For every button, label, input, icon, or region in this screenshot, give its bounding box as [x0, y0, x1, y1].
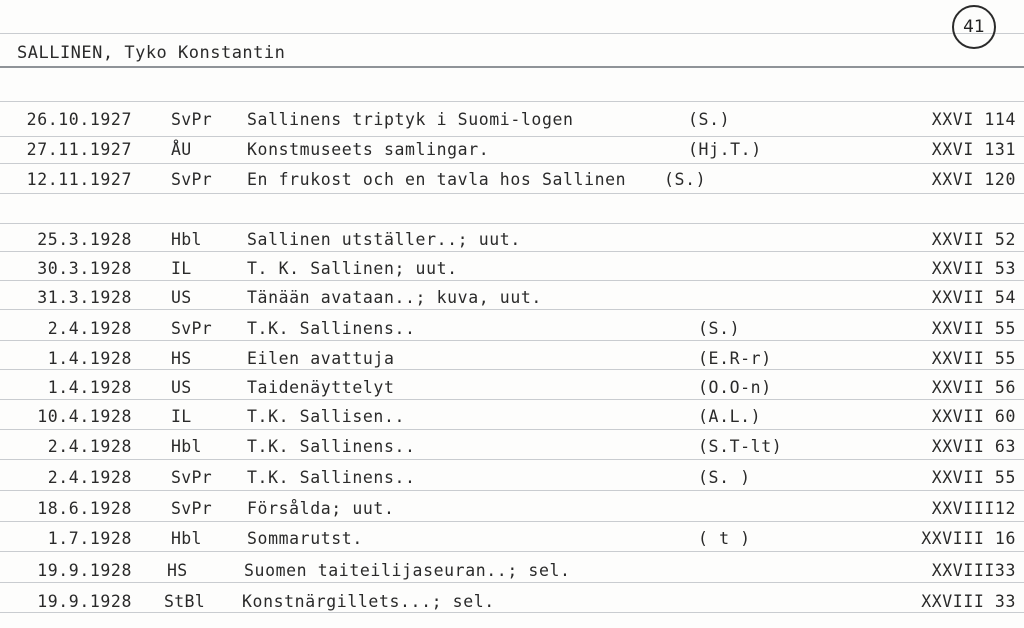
entry-paper: StBl [164, 592, 205, 611]
entry-title: T.K. Sallinens.. [247, 437, 416, 456]
entry-title: Sallinen utställer..; uut. [247, 230, 521, 249]
entry-row [0, 561, 1024, 589]
entry-author: (O.O-n) [698, 378, 772, 397]
entry-row [0, 259, 1024, 287]
entry-title: Taidenäyttelyt [247, 378, 395, 397]
entry-ref: XXVI 114 [931, 110, 1016, 129]
ruled-line [0, 223, 1024, 224]
entry-date: 19.9.1928 [37, 592, 132, 611]
entry-date: 26.10.1927 [26, 110, 132, 129]
entry-title: Sallinens triptyk i Suomi-logen [247, 110, 574, 129]
ruled-line [0, 101, 1024, 102]
entry-date: 1.4.1928 [47, 378, 132, 397]
entry-title: Eilen avattuja [247, 349, 395, 368]
entry-ref: XXVII 60 [931, 407, 1016, 426]
header-rule [0, 66, 1024, 68]
entry-row [0, 170, 1024, 198]
entry-ref: XXVIII33 [931, 561, 1016, 580]
entry-date: 27.11.1927 [26, 140, 132, 159]
entry-author: ( t ) [698, 529, 751, 548]
entry-paper: Hbl [171, 437, 202, 456]
entry-date: 10.4.1928 [37, 407, 132, 426]
entry-date: 19.9.1928 [37, 561, 132, 580]
entry-date: 2.4.1928 [47, 468, 132, 487]
entry-ref: XXVII 52 [931, 230, 1016, 249]
entry-row [0, 592, 1024, 620]
entry-paper: HS [171, 349, 192, 368]
entry-row [0, 140, 1024, 168]
entry-author: (S. ) [698, 468, 751, 487]
entry-row [0, 378, 1024, 406]
entry-author: (S.T-lt) [698, 437, 783, 456]
entry-paper: US [171, 378, 192, 397]
entry-title: T.K. Sallinens.. [247, 319, 416, 338]
entry-ref: XXVII 54 [931, 288, 1016, 307]
entry-row [0, 110, 1024, 138]
entry-ref: XXVII 55 [931, 349, 1016, 368]
entry-date: 1.4.1928 [47, 349, 132, 368]
entry-ref: XXVII 63 [931, 437, 1016, 456]
entry-title: Suomen taiteilijaseuran..; sel. [244, 561, 571, 580]
entry-ref: XXVII 56 [931, 378, 1016, 397]
entry-author: (S.) [664, 170, 707, 189]
entry-paper: SvPr [171, 468, 212, 487]
entry-title: Tänään avataan..; kuva, uut. [247, 288, 542, 307]
entry-title: En frukost och en tavla hos Sallinen [247, 170, 627, 189]
card-heading: SALLINEN, Tyko Konstantin [17, 43, 286, 63]
entry-paper: SvPr [171, 499, 212, 518]
entry-author: (Hj.T.) [688, 140, 762, 159]
entry-paper: SvPr [171, 110, 212, 129]
entry-row [0, 230, 1024, 258]
entry-ref: XXVIII 33 [921, 592, 1016, 611]
entry-ref: XXVI 120 [931, 170, 1016, 189]
ruled-line [0, 33, 1024, 34]
entry-date: 2.4.1928 [47, 437, 132, 456]
entry-ref: XXVII 53 [931, 259, 1016, 278]
entry-ref: XXVII 55 [931, 468, 1016, 487]
entry-ref: XXVI 131 [931, 140, 1016, 159]
entry-row [0, 468, 1024, 496]
entry-row [0, 319, 1024, 347]
entry-paper: Hbl [171, 529, 202, 548]
entry-ref: XXVII 55 [931, 319, 1016, 338]
entry-date: 12.11.1927 [26, 170, 132, 189]
entry-date: 25.3.1928 [37, 230, 132, 249]
entry-title: Konstnärgillets...; sel. [242, 592, 495, 611]
entry-author: (S.) [688, 110, 731, 129]
entry-date: 30.3.1928 [37, 259, 132, 278]
entry-row [0, 499, 1024, 527]
entry-paper: HS [167, 561, 188, 580]
entry-author: (S.) [698, 319, 741, 338]
entry-date: 2.4.1928 [47, 319, 132, 338]
entry-title: Försålda; uut. [247, 499, 395, 518]
entry-paper: Hbl [171, 230, 202, 249]
entry-title: T. K. Sallinen; uut. [247, 259, 458, 278]
entry-row [0, 407, 1024, 435]
entry-paper: SvPr [171, 319, 212, 338]
entry-row [0, 437, 1024, 465]
entry-paper: IL [171, 407, 192, 426]
entry-row [0, 288, 1024, 316]
entry-date: 18.6.1928 [37, 499, 132, 518]
entry-title: T.K. Sallisen.. [247, 407, 406, 426]
entry-paper: IL [171, 259, 192, 278]
entry-row [0, 349, 1024, 377]
card-number: 41 [952, 5, 996, 49]
entry-author: (E.R-r) [698, 349, 772, 368]
entry-row [0, 529, 1024, 557]
entry-title: Konstmuseets samlingar. [247, 140, 490, 159]
entry-date: 31.3.1928 [37, 288, 132, 307]
entry-paper: US [171, 288, 192, 307]
entry-paper: SvPr [171, 170, 212, 189]
entry-paper: ÅU [171, 140, 192, 159]
entry-date: 1.7.1928 [47, 529, 132, 548]
entry-title: Sommarutst. [247, 529, 363, 548]
entry-author: (A.L.) [698, 407, 762, 426]
entry-ref: XXVIII12 [931, 499, 1016, 518]
entry-ref: XXVIII 16 [921, 529, 1016, 548]
entry-title: T.K. Sallinens.. [247, 468, 416, 487]
